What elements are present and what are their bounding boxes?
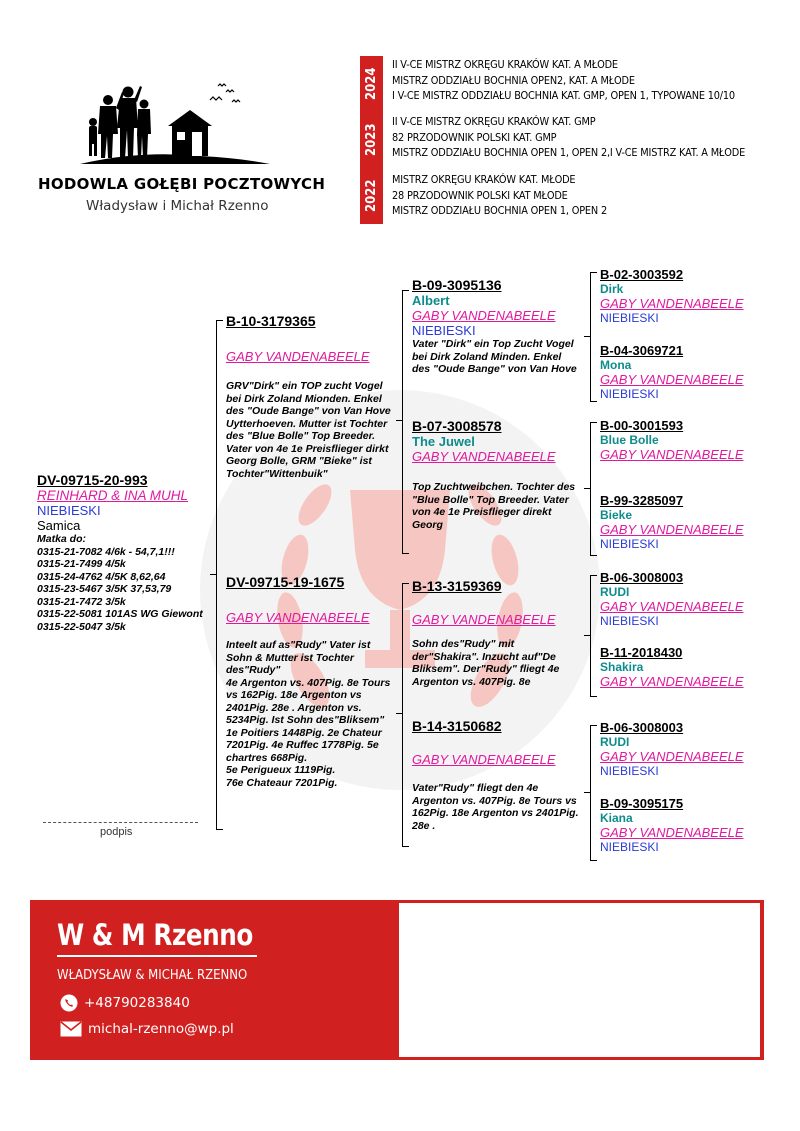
- grandparent-1: [412, 277, 582, 376]
- footer-brand-name: W & M Rzenno: [57, 918, 253, 952]
- brand-subtitle: Władysław i Michał Rzenno: [86, 198, 269, 214]
- footer-owners: WŁADYSŁAW & MICHAŁ RZENNO: [57, 968, 248, 983]
- gp2-bracket: [590, 422, 597, 556]
- mail-icon: [60, 1021, 82, 1037]
- ggp-ring: B-06-3008003: [600, 720, 684, 735]
- bracket-tick: [584, 635, 590, 636]
- ggp-name: Dirk: [600, 282, 624, 296]
- great-grandparent-2: [600, 343, 744, 401]
- ggp-ring: B-09-3095175: [600, 796, 684, 811]
- footer-email: michal-rzenno@wp.pl: [88, 1021, 234, 1037]
- ggp-name: Mona: [600, 358, 632, 372]
- sire-breeder: GABY VANDENABEELE: [226, 349, 370, 364]
- ggp-name: RUDI: [600, 735, 630, 749]
- ggp-ring: B-11-2018430: [600, 645, 683, 660]
- ggp-breeder: GABY VANDENABEELE: [600, 447, 744, 462]
- subject-sex: Samica: [37, 518, 81, 533]
- gp-note: Vater "Dirk" ein Top Zucht Vogel bei Dirk Zoland Minden. Enkel des "Oude Bange" von Van Hove: [412, 338, 577, 375]
- bracket-tick: [396, 420, 402, 421]
- ggp-breeder: GABY VANDENABEELE: [600, 674, 744, 689]
- bracket-tick: [584, 792, 590, 793]
- dam-breeder: GABY VANDENABEELE: [226, 610, 370, 625]
- ggp-color: NIEBIESKI: [600, 840, 659, 854]
- sire-ring: B-10-3179365: [226, 313, 316, 329]
- offspring-line: 0315-24-4762 4/5K 8,62,64: [37, 570, 166, 583]
- footer-phone-row: [60, 994, 190, 1012]
- achievement-line: MISTRZ ODDZIAŁU BOCHNIA OPEN 1, OPEN 2: [392, 205, 607, 217]
- subject-ring: DV-09715-20-993: [37, 472, 148, 488]
- achievement-line: II V-CE MISTRZ OKRĘGU KRAKÓW KAT. A MŁODE: [392, 59, 618, 71]
- grandparent-3: [412, 578, 582, 688]
- offspring-line: 0315-23-5467 3/5K 37,53,79: [37, 583, 172, 595]
- phone-icon: [60, 994, 78, 1012]
- ggp-color: NIEBIESKI: [600, 614, 659, 628]
- ggp-ring: B-00-3001593: [600, 418, 684, 433]
- ggp-name: Kiana: [600, 811, 633, 825]
- offspring-line: 0315-22-5047 3/5k: [37, 620, 126, 633]
- dam-parents-bracket: [402, 583, 409, 847]
- ggp-breeder: GABY VANDENABEELE: [600, 825, 744, 840]
- bracket-tick: [584, 336, 590, 337]
- mother-of-label: Matka do:: [37, 533, 87, 545]
- ggp-breeder: GABY VANDENABEELE: [600, 749, 744, 764]
- achievement-line: 28 PRZODOWNIK POLSKI KAT MŁODE: [392, 189, 568, 202]
- great-grandparent-3: [600, 418, 744, 462]
- gp-name: The Juwel: [412, 434, 475, 449]
- sire-note: GRV"Dirk" ein TOP zucht Vogel bei Dirk Zoland Mionden. Enkel des "Oude Bange" von Van Hove Uytterhoeven. Mutter ist Tochter des "Blue Bolle" Top Breeder. Vater von 4e 1e Preisflieger dirkt Georg Bolle, GRM "Bieke" ist Tochter"Wittenbuik": [226, 380, 391, 480]
- gp-note: Sohn des"Rudy" mit der"Shakira". Inzucht auf"De Bliksem". Der"Rudy" fliegt 4e Argenton vs. 407Pig. 8e: [412, 638, 560, 688]
- grandparent-2: [412, 418, 582, 531]
- ggp-breeder: GABY VANDENABEELE: [600, 522, 744, 537]
- dam-note: Inteelt auf as"Rudy" Vater ist Sohn & Mutter ist Tochter des"Rudy" 4e Argenton vs. 407Pig. 8e Tours vs 162Pig. 18e Argenton vs 2401Pig. 28e . Argenton vs. 5234Pig. Ist Sohn des"Bliksem" 1e Poitiers 1448Pig. 2e Chateur 7201Pig. 4e Ruffec 1778Pig. 5e chartres 668Pig. 5e Perigueux 1119Pig. 76e Chateaur 7201Pig.: [226, 639, 391, 789]
- year-label: 2022: [364, 179, 379, 213]
- ggp-breeder: GABY VANDENABEELE: [600, 372, 744, 387]
- ggp-color: NIEBIESKI: [600, 311, 659, 325]
- ggp-ring: B-99-3285097: [600, 493, 684, 508]
- gp-breeder: GABY VANDENABEELE: [412, 612, 556, 627]
- gp1-bracket: [590, 272, 597, 402]
- achievement-line: II V-CE MISTRZ OKRĘGU KRAKÓW KAT. GMP: [392, 116, 596, 128]
- ggp-color: NIEBIESKI: [600, 764, 659, 778]
- gp-note: Top Zuchtweibchen. Tochter des "Blue Bolle" Top Breeder. Vater von 4e 1e Preisflieger direkt Georg: [412, 481, 576, 531]
- signature-label: podpis: [100, 826, 133, 838]
- ggp-name: Bieke: [600, 508, 633, 522]
- ggp-ring: B-04-3069721: [600, 343, 684, 358]
- offspring-line: 0315-21-7082 4/6k - 54,7,1!!!: [37, 545, 175, 558]
- ggp-ring: B-02-3003592: [600, 267, 684, 282]
- achievements-2022: [392, 173, 607, 220]
- family-loft-logo-icon: [80, 78, 270, 168]
- bracket-tick: [396, 713, 402, 714]
- ggp-breeder: GABY VANDENABEELE: [600, 296, 744, 311]
- year-label: 2023: [364, 123, 379, 157]
- sire-pigeon: [226, 313, 396, 480]
- ggp-breeder: GABY VANDENABEELE: [600, 599, 744, 614]
- offspring-line: 0315-22-5081 101AS WG Giewont: [37, 608, 203, 620]
- ggp-name: Blue Bolle: [600, 433, 659, 447]
- gp-ring: B-13-3159369: [412, 578, 502, 594]
- achievement-line: MISTRZ ODDZIAŁU BOCHNIA OPEN2, KAT. A MŁODE: [392, 74, 635, 87]
- brand-title: HODOWLA GOŁĘBI POCZTOWYCH: [38, 175, 326, 193]
- gp-breeder: GABY VANDENABEELE: [412, 449, 556, 464]
- great-grandparent-6: [600, 645, 744, 689]
- year-bar: [360, 56, 383, 224]
- footer-underline: [57, 955, 257, 957]
- offspring-line: 0315-21-7499 4/5k: [37, 558, 126, 570]
- ggp-name: RUDI: [600, 585, 630, 599]
- achievements-2023: [392, 115, 745, 162]
- achievement-line: MISTRZ ODDZIAŁU BOCHNIA OPEN 1, OPEN 2,I V-CE MISTRZ KAT. A MŁODE: [392, 147, 746, 159]
- gp-breeder: GABY VANDENABEELE: [412, 308, 556, 323]
- achievement-line: 82 PRZODOWNIK POLSKI KAT. GMP: [392, 131, 557, 144]
- bracket-tick: [584, 488, 590, 489]
- offspring-line: 0315-21-7472 3/5k: [37, 595, 126, 608]
- footer-stamp-area: [399, 903, 760, 1057]
- gp4-bracket: [590, 725, 597, 861]
- great-grandparent-7: [600, 720, 744, 778]
- achievement-line: MISTRZ OKRĘGU KRAKÓW KAT. MŁODE: [392, 174, 576, 186]
- footer-email-row: [60, 1021, 234, 1037]
- dam-pigeon: [226, 574, 396, 789]
- great-grandparent-8: [600, 796, 744, 854]
- gp-breeder: GABY VANDENABEELE: [412, 752, 556, 767]
- gp-name: Albert: [412, 293, 450, 308]
- sire-parents-bracket: [402, 290, 409, 554]
- dam-ring: DV-09715-19-1675: [226, 574, 345, 590]
- ggp-color: NIEBIESKI: [600, 537, 659, 551]
- gp-ring: B-07-3008578: [412, 418, 502, 434]
- signature-line: [43, 822, 198, 823]
- bracket-tick: [210, 574, 216, 575]
- subject-pigeon: [37, 472, 207, 633]
- grandparent-4: [412, 718, 582, 832]
- great-grandparent-4: [600, 493, 744, 551]
- subject-color: NIEBIESKI: [37, 503, 101, 518]
- achievement-line: I V-CE MISTRZ ODDZIAŁU BOCHNIA KAT. GMP, OPEN 1, TYPOWANE 10/10: [392, 90, 735, 102]
- gp-ring: B-14-3150682: [412, 718, 502, 734]
- ggp-ring: B-06-3008003: [600, 570, 684, 585]
- year-label: 2024: [364, 67, 379, 101]
- gp-color: NIEBIESKI: [412, 323, 476, 338]
- gp-ring: B-09-3095136: [412, 277, 502, 293]
- footer-phone: +48790283840: [84, 995, 190, 1011]
- ggp-color: NIEBIESKI: [600, 387, 659, 401]
- achievements-2024: [392, 58, 735, 105]
- great-grandparent-1: [600, 267, 744, 325]
- gp-note: Vater"Rudy" fliegt den 4e Argenton vs. 407Pig. 8e Tours vs 162Pig. 18e Argenton vs 2401Pig. 28e .: [412, 782, 579, 832]
- gp3-bracket: [590, 575, 597, 697]
- subject-breeder: REINHARD & INA MUHL: [37, 488, 189, 503]
- sire-dam-bracket: [216, 320, 223, 830]
- ggp-name: Shakira: [600, 660, 644, 674]
- great-grandparent-5: [600, 570, 744, 628]
